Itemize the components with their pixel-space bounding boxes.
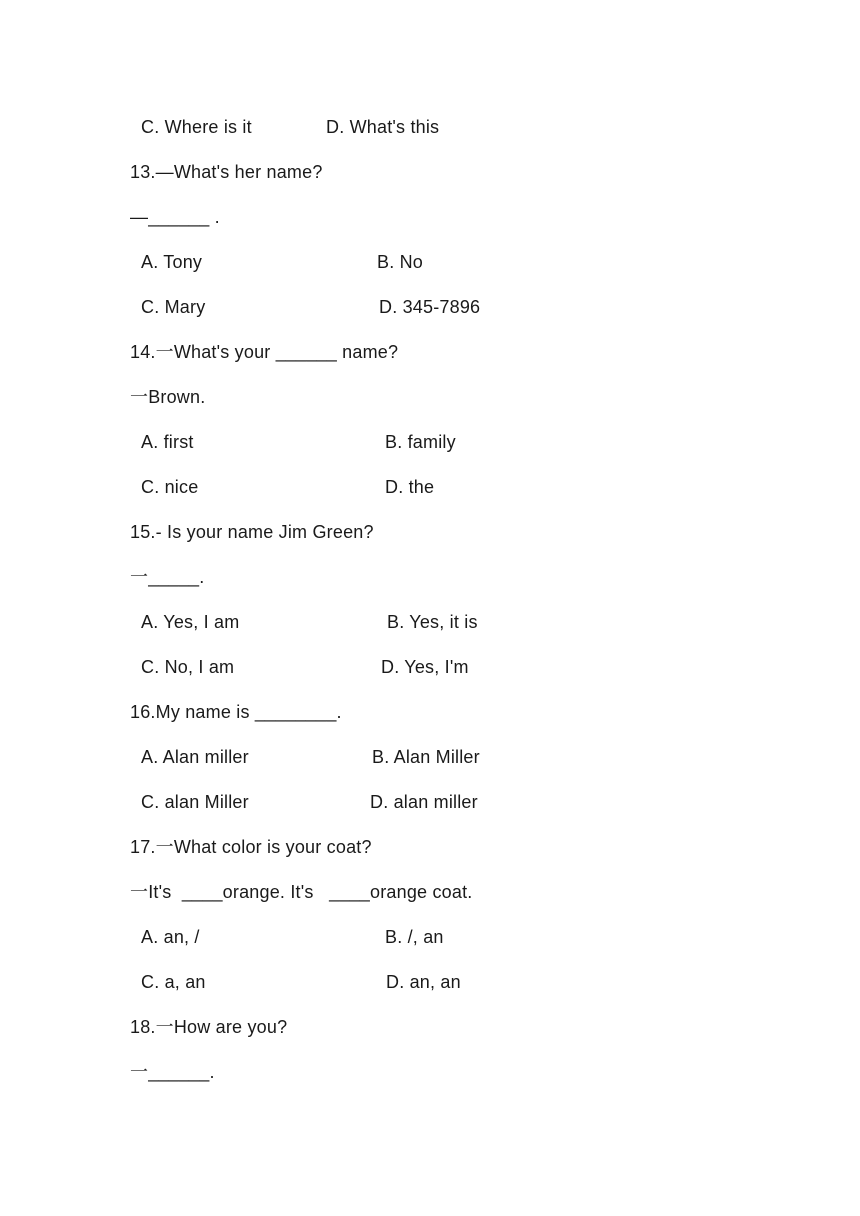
- q12-option-d: D. What's this: [326, 117, 440, 137]
- q16-option-b: B. Alan Miller: [372, 747, 480, 767]
- q17-option-b: B. /, an: [385, 927, 444, 947]
- q18-answer-blank: 一______.: [130, 1062, 215, 1082]
- q16-option-c: C. alan Miller: [141, 792, 249, 812]
- q13-answer-blank: —______ .: [130, 207, 220, 227]
- q17-answer-blanks: 一It's ____orange. It's ____orange coat.: [130, 882, 473, 902]
- q17-option-a: A. an, /: [141, 927, 200, 947]
- q15-option-d: D. Yes, I'm: [381, 657, 469, 677]
- q13-option-b: B. No: [377, 252, 424, 272]
- q15-question: 15.- Is your name Jim Green?: [130, 522, 374, 542]
- q15-option-b: B. Yes, it is: [387, 612, 478, 632]
- q14-option-c: C. nice: [141, 477, 199, 497]
- q13-option-c: C. Mary: [141, 297, 206, 317]
- q12-option-c: C. Where is it: [141, 117, 252, 137]
- q14-option-a: A. first: [141, 432, 194, 452]
- q13-option-a: A. Tony: [141, 252, 203, 272]
- q17-question: 17.一What color is your coat?: [130, 837, 372, 857]
- q16-question: 16.My name is ________.: [130, 702, 342, 722]
- q13-option-d: D. 345-7896: [379, 297, 481, 317]
- q17-option-c: C. a, an: [141, 972, 206, 992]
- q16-option-a: A. Alan miller: [141, 747, 249, 767]
- q16-option-d: D. alan miller: [370, 792, 478, 812]
- q18-question: 18.一How are you?: [130, 1017, 288, 1037]
- q14-option-b: B. family: [385, 432, 456, 452]
- q15-answer-blank: 一_____.: [130, 567, 205, 587]
- q15-option-c: C. No, I am: [141, 657, 235, 677]
- q15-option-a: A. Yes, I am: [141, 612, 240, 632]
- q13-question: 13.—What's her name?: [130, 162, 323, 182]
- q14-option-d: D. the: [385, 477, 435, 497]
- q14-question: 14.一What's your ______ name?: [130, 342, 399, 362]
- q17-option-d: D. an, an: [386, 972, 461, 992]
- q14-answer: 一Brown.: [130, 387, 206, 407]
